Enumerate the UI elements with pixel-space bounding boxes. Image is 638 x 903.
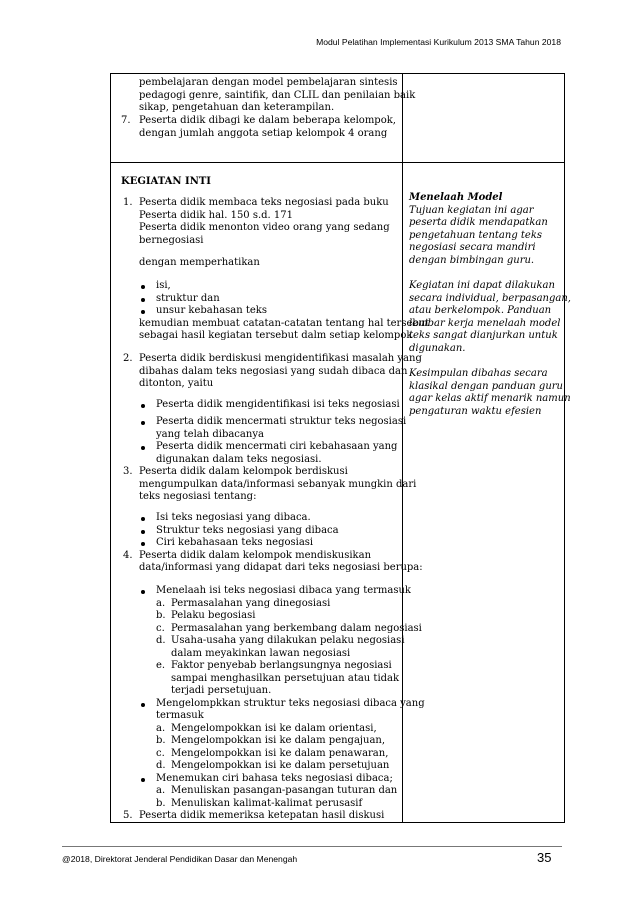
bullet-text: termasuk — [156, 710, 204, 721]
sub-letter: b. — [156, 610, 166, 621]
section-heading: KEGIATAN INTI — [121, 176, 211, 187]
sub-letter: c. — [156, 622, 165, 634]
bullet-icon — [141, 542, 145, 546]
running-header: Modul Pelatihan Implementasi Kurikulum 2013 SMA Tahun 2018 — [316, 37, 561, 47]
sub-text: Faktor penyebab berlangsungnya negosiasi — [171, 660, 392, 671]
bullet-text: Isi teks negosiasi yang dibaca. — [156, 512, 311, 523]
item-number: 2. — [123, 353, 133, 364]
guide-text: Kegiatan ini dapat dilakukan — [409, 280, 555, 291]
bullet-icon — [141, 517, 145, 521]
bullet-text: Peserta didik mengidentifikasi isi teks negosiasi — [156, 399, 400, 410]
item-text: Peserta didik memeriksa ketepatan hasil diskusi — [139, 810, 385, 821]
guide-text: pengaturan waktu efesien — [409, 405, 542, 417]
item-number: 1. — [123, 197, 133, 208]
guide-title: Menelaah Model — [409, 192, 503, 203]
item-text: Peserta didik menonton video orang yang sedang — [139, 222, 390, 233]
bullet-icon — [141, 298, 145, 302]
guide-text: agar kelas aktif menarik namun — [409, 393, 571, 404]
item-text: dengan jumlah anggota setiap kelompok 4 orang — [139, 127, 388, 139]
guide-text: Kesimpulan dibahas secara — [409, 368, 548, 379]
guide-text: teks sangat dianjurkan untuk — [409, 330, 558, 341]
sub-letter: d. — [156, 635, 166, 646]
sub-letter: a. — [156, 785, 166, 796]
bullet-text: unsur kebahasan teks — [156, 305, 267, 316]
guide-text: Tujuan kegiatan ini agar — [409, 204, 534, 216]
bullet-icon — [141, 421, 145, 425]
item-number: 7. — [121, 115, 131, 126]
guide-text: negosiasi secara mandiri — [409, 242, 536, 253]
item-number: 3. — [123, 466, 133, 477]
item-number: 5. — [123, 810, 133, 821]
item-text: Peserta didik berdiskusi mengidentifikasi masalah yang — [139, 353, 422, 364]
sub-letter: a. — [156, 597, 166, 609]
bullet-icon — [141, 778, 145, 782]
item-text: ditonton, yaitu — [139, 378, 214, 389]
item-number: 4. — [123, 549, 133, 561]
sub-text: Mengelompokkan isi ke dalam orientasi, — [171, 722, 377, 734]
sub-text: Menuliskan kalimat-kalimat perusasif — [171, 797, 363, 809]
sub-letter: c. — [156, 747, 165, 759]
guide-text: dengan bimbingan guru. — [409, 254, 535, 266]
sub-text: sampai menghasilkan persetujuan atau tidak — [171, 672, 400, 684]
item-text: mengumpulkan data/informasi sebanyak mungkin dari — [139, 478, 417, 490]
row-divider — [111, 162, 564, 163]
top-line: pedagogi genre, saintifik, dan CLIL dan penilaian baik — [139, 89, 416, 101]
bullet-icon — [141, 446, 145, 450]
bullet-text: Peserta didik mencermati ciri kebahasaan yang — [156, 441, 398, 452]
bullet-icon — [141, 703, 145, 707]
bullet-text: Struktur teks negosiasi yang dibaca — [156, 524, 339, 536]
bullet-icon — [141, 285, 145, 289]
sub-letter: b. — [156, 735, 166, 746]
sub-text: Permasalahan yang berkembang dalam negosiasi — [171, 622, 422, 634]
bullet-text: Mengelompkkan struktur teks negosiasi dibaca yang — [156, 697, 425, 709]
top-line: sikap, pengetahuan dan keterampilan. — [139, 102, 335, 113]
sub-text: Menuliskan pasangan-pasangan tuturan dan — [171, 785, 398, 796]
bullet-icon — [141, 530, 145, 534]
sub-text: dalam meyakinkan lawan negosiasi — [171, 647, 351, 659]
item-text: data/informasi yang didapat dari teks negosiasi berupa: — [139, 562, 423, 573]
sub-text: Mengelompokkan isi ke dalam pengajuan, — [171, 735, 386, 746]
sub-text: Usaha-usaha yang dilakukan pelaku negosiasi — [171, 635, 405, 646]
bullet-text: digunakan dalam teks negosiasi. — [156, 453, 322, 465]
sub-text: Permasalahan yang dinegosiasi — [171, 597, 331, 609]
bullet-text: Menelaah isi teks negosiasi dibaca yang termasuk — [156, 585, 411, 596]
bullet-text: Ciri kebahasaan teks negosiasi — [156, 537, 314, 548]
footer-divider — [62, 846, 562, 847]
sub-text: Mengelompokkan isi ke dalam penawaran, — [171, 747, 389, 759]
guide-text: atau berkelompok. Panduan — [409, 305, 552, 316]
bullet-text: struktur dan — [156, 292, 220, 304]
bullet-icon — [141, 404, 145, 408]
top-line: pembelajaran dengan model pembelajaran sintesis — [139, 77, 398, 88]
guide-text: klasikal dengan panduan guru — [409, 380, 563, 392]
sub-text: Pelaku begosiasi — [171, 610, 256, 621]
item-text: Peserta didik membaca teks negosiasi pada buku — [139, 197, 389, 208]
item-text: dibahas dalam teks negosiasi yang sudah dibaca dan — [139, 365, 408, 377]
sub-letter: b. — [156, 797, 166, 809]
item-text: dengan memperhatikan — [139, 257, 260, 268]
lesson-table — [110, 73, 571, 823]
bullet-text: yang telah dibacanya — [156, 428, 264, 440]
footer-copyright: @2018, Direktorat Jenderal Pendidikan Dasar dan Menengah — [62, 854, 298, 864]
item-text: teks negosiasi tentang: — [139, 491, 257, 502]
sub-letter: d. — [156, 760, 166, 771]
bullet-icon — [141, 310, 145, 314]
item-text: sebagai hasil kegiatan tersebut dalm setiap kelompok — [139, 330, 413, 341]
bullet-text: Peserta didik mencermati struktur teks negosiasi — [156, 416, 407, 427]
guide-text: digunakan. — [409, 342, 466, 354]
page-number: 35 — [537, 850, 552, 865]
guide-text: peserta didik mendapatkan — [409, 217, 548, 228]
guide-text: lembar kerja menelaah model — [409, 317, 561, 329]
item-text: kemudian membuat catatan-catatan tentang hal tersebut — [139, 317, 430, 329]
bullet-text: Menemukan ciri bahasa teks negosiasi dibaca; — [156, 772, 393, 784]
guide-text: secara individual, berpasangan, — [409, 292, 571, 304]
bullet-icon — [141, 590, 145, 594]
bullet-text: isi, — [156, 280, 171, 291]
guide-text: pengetahuan tentang teks — [409, 229, 543, 241]
item-text: Peserta didik dalam kelompok berdiskusi — [139, 466, 348, 477]
sub-text: Mengelompokkan isi ke dalam persetujuan — [171, 760, 390, 771]
sub-letter: a. — [156, 722, 166, 734]
sub-letter: e. — [156, 660, 166, 671]
item-text: Peserta didik dibagi ke dalam beberapa kelompok, — [139, 115, 396, 126]
sub-text: terjadi persetujuan. — [171, 685, 272, 696]
item-text: Peserta didik hal. 150 s.d. 171 — [139, 209, 294, 221]
item-text: bernegosiasi — [139, 234, 204, 246]
item-text: Peserta didik dalam kelompok mendiskusikan — [139, 549, 372, 561]
